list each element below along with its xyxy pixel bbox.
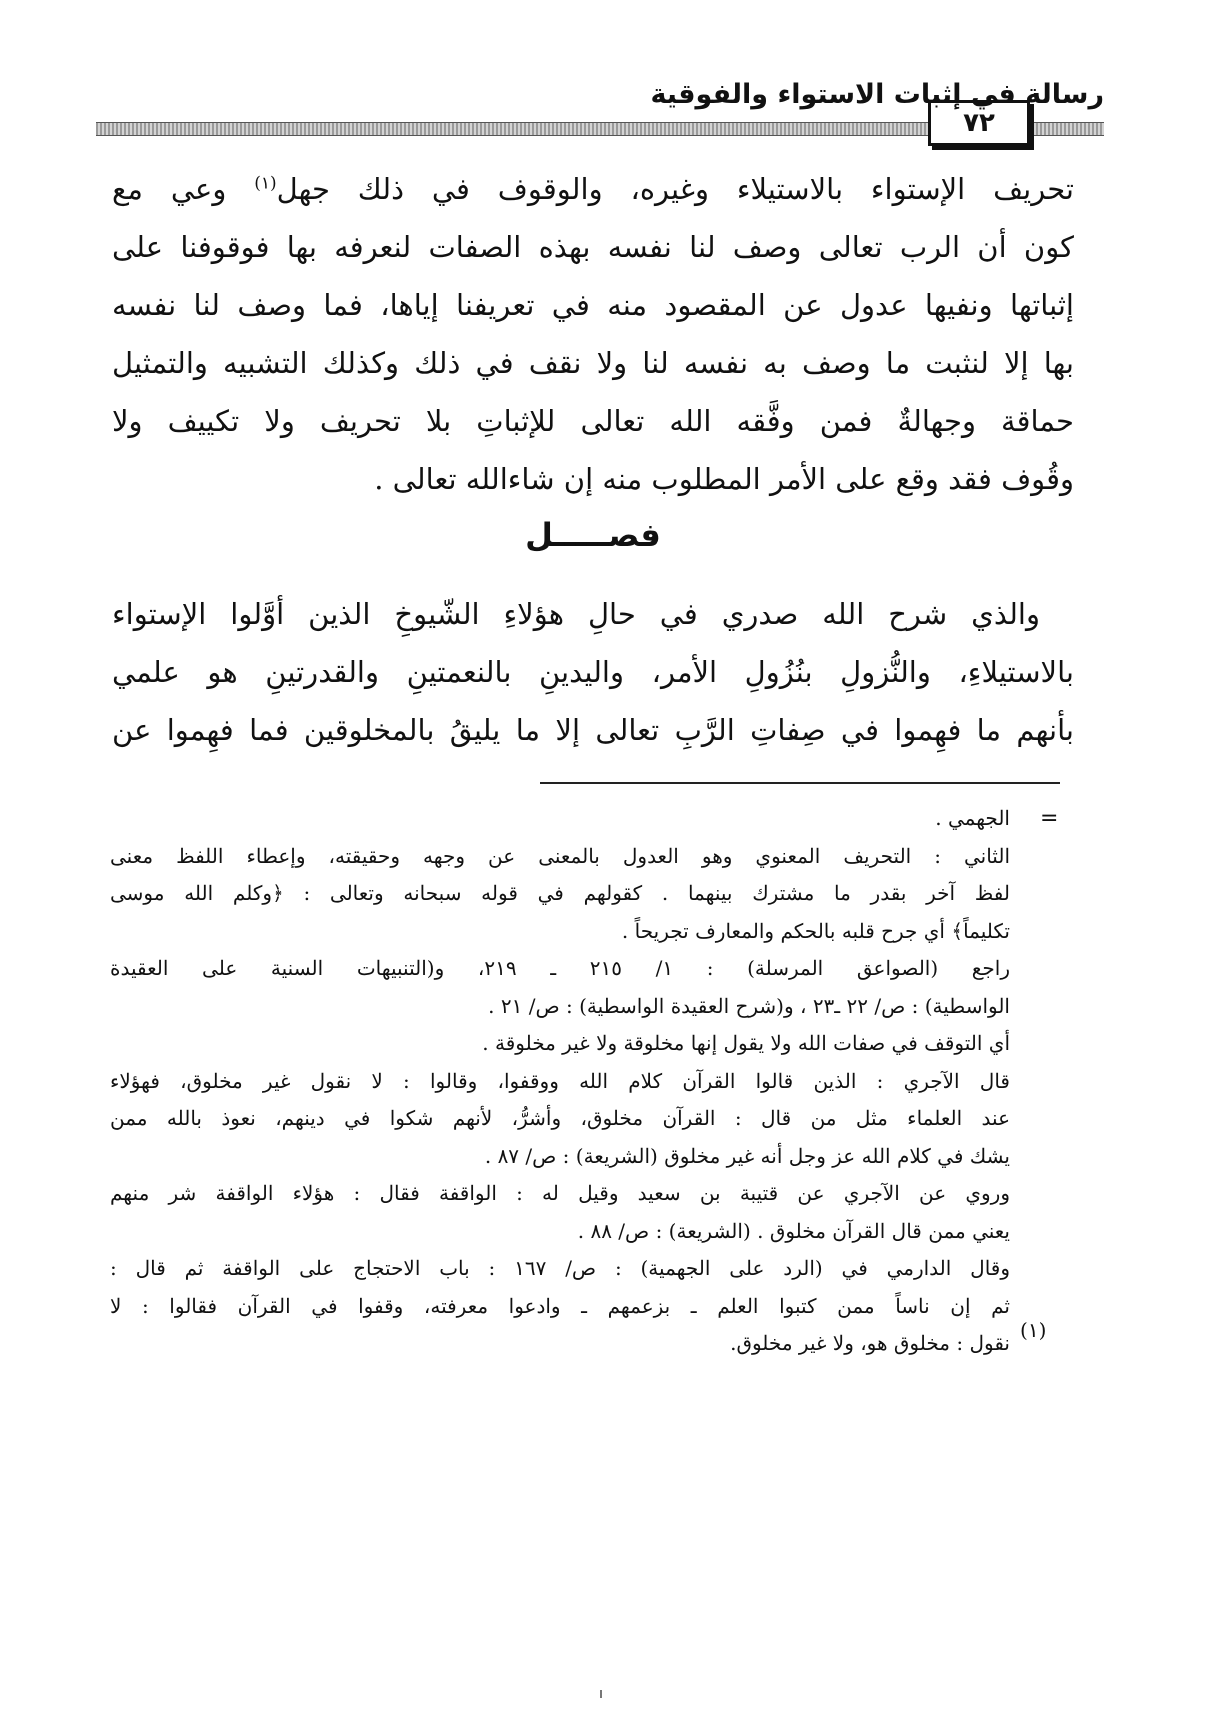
footnote-line: ثم إن ناساً ممن كتبوا العلم ـ بزعمهم ـ وادعوا معرفته، وقفوا في القرآن فقالوا : لا xyxy=(110,1293,1010,1318)
text-segment: وعي مع xyxy=(112,172,227,206)
page-number: ٧٢ xyxy=(928,100,1030,146)
footnote-reference: (١) xyxy=(254,173,277,194)
running-title: رسالة في إثبات الاستواء والفوقية xyxy=(650,79,1104,110)
footnote-line: الثاني : التحريف المعنوي وهو العدول بالمعنى عن وجهه وحقيقته، وإعطاء اللفظ معنى xyxy=(110,843,1010,868)
text-line: بها إلا لنثبت ما وصف به نفسه لنا ولا نقف في ذلك وكذلك التشبيه والتمثيل xyxy=(112,346,1074,380)
text-segment: تحريف الإستواء بالاستيلاء وغيره، والوقوف في ذلك جهل xyxy=(276,172,1074,206)
main-paragraph-2 xyxy=(112,585,1074,759)
footnote-line: أي التوقف في صفات الله ولا يقول إنها مخلوقة ولا غير مخلوقة . xyxy=(482,1031,1010,1055)
footnote-line: يعني ممن قال القرآن مخلوق . (الشريعة) : ص/ ٨٨ . xyxy=(577,1218,1010,1243)
text-line: إثباتها ونفيها عدول عن المقصود منه في تعريفنا إياها، فما وصف لنا نفسه xyxy=(112,288,1074,322)
footnote-line: الواسطية) : ص/ ٢٢ ـ٢٣ ، و(شرح العقيدة الواسطية) : ص/ ٢١ . xyxy=(488,993,1010,1018)
footnote-continuation-marker: = xyxy=(1040,806,1059,831)
section-heading: فصـــــل xyxy=(525,516,661,554)
text-line: بأنهم ما فهِموا في صِفاتِ الرَّبِ تعالى إلا ما يليقُ بالمخلوقين فما فهِموا عن xyxy=(112,713,1074,747)
text-line: بالاستيلاءِ، والنُّزولِ بنُزُولِ الأمر، واليدينِ بالنعمتينِ والقدرتينِ هو علمي xyxy=(112,655,1074,689)
footnote-line: الجهمي . xyxy=(935,806,1010,830)
scan-mark xyxy=(600,1690,602,1698)
footnote-line: لفظ آخر بقدر ما مشترك بينهما . كقولهم في قوله سبحانه وتعالى : ﴿وكلم الله موسى xyxy=(110,881,1010,905)
footnote-line: تكليماً﴾ أي جرح قلبه بالحكم والمعارف تجريحاً . xyxy=(621,918,1010,943)
footnote-divider xyxy=(540,782,1060,784)
footnote-line: وقال الدارمي في (الرد على الجهمية) : ص/ ١٦٧ : باب الاحتجاج على الواقفة ثم قال : xyxy=(110,1256,1011,1280)
footnote-line: عند العلماء مثل من قال : القرآن مخلوق، وأشرُّ، لأنهم شكوا في دينهم، نعوذ بالله ممن xyxy=(110,1106,1010,1130)
footnote-line: راجع (الصواعق المرسلة) : ١/ ٢١٥ ـ ٢١٩، و(التنبيهات السنية على العقيدة xyxy=(110,956,1011,980)
text-line xyxy=(112,160,1074,218)
main-paragraph-1 xyxy=(112,160,1074,508)
footnote-line: قال الآجري : الذين قالوا القرآن كلام الله ووقفوا، وقالوا : لا نقول غير مخلوق، فهؤلاء xyxy=(110,1068,1010,1093)
text-line: كون أن الرب تعالى وصف لنا نفسه بهذه الصفات لنعرفه بها فوقوفنا على xyxy=(112,230,1074,264)
footnotes xyxy=(110,800,1010,1363)
footnote-number: (١) xyxy=(1020,1318,1047,1342)
text-line: حماقة وجهالةٌ فمن وفَّقه الله تعالى للإثباتِ بلا تحريف ولا تكييف ولا xyxy=(112,404,1074,438)
page-header xyxy=(96,70,1104,150)
footnote-line: وروي عن الآجري عن قتيبة بن سعيد وقيل له : الواقفة فقال : هؤلاء الواقفة شر منهم xyxy=(110,1181,1010,1205)
text-line: وقُوف فقد وقع على الأمر المطلوب منه إن شاءالله تعالى . xyxy=(374,462,1074,496)
footnote-line: نقول : مخلوق هو، ولا غير مخلوق. xyxy=(730,1331,1010,1355)
footnote-line: يشك في كلام الله عز وجل أنه غير مخلوق (الشريعة) : ص/ ٨٧ . xyxy=(484,1143,1010,1168)
text-line: والذي شرح الله صدري في حالِ هؤلاءِ الشّيوخِ الذين أوَّلوا الإستواء xyxy=(112,597,1040,631)
